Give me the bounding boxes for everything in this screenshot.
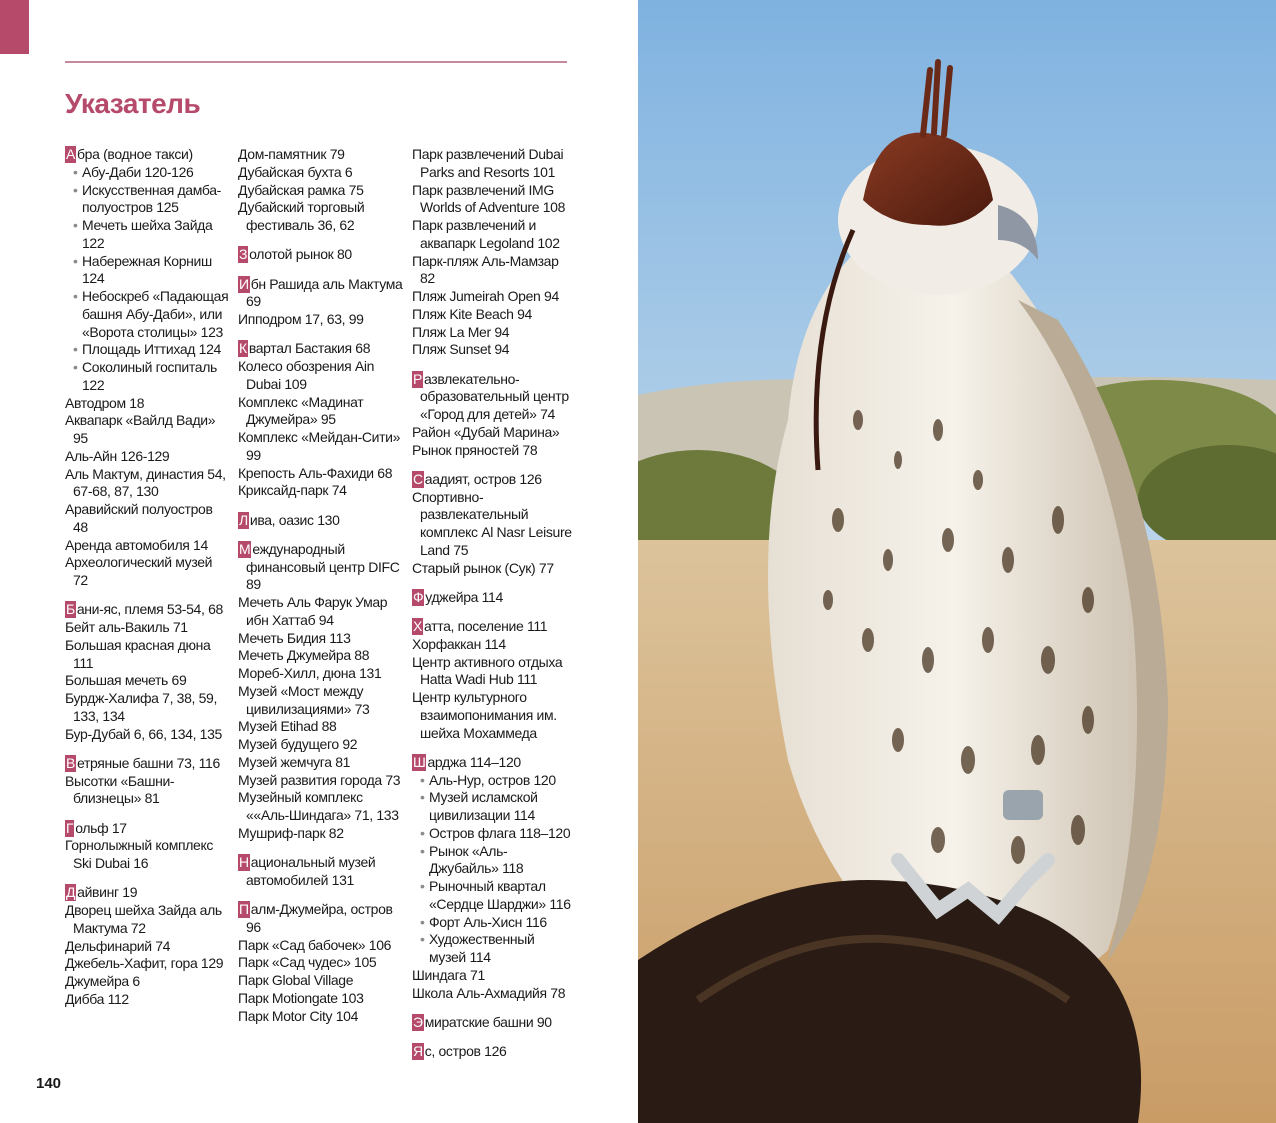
index-letter-group — [238, 854, 406, 890]
index-entry-text: Комплекс «Мейдан-Сити» 99 — [238, 429, 401, 463]
index-subentry — [65, 182, 230, 218]
index-entry — [65, 884, 230, 902]
index-entry — [412, 146, 574, 182]
index-letter-group — [412, 589, 574, 607]
index-entry — [65, 820, 230, 838]
index-entry-text: Аль-Нур, остров 120 — [429, 771, 556, 788]
index-letter-group — [238, 512, 406, 530]
index-entry — [65, 412, 230, 448]
index-entry-text: Парк Motor City 104 — [238, 1007, 359, 1024]
index-entry-text: с, остров 126 — [424, 1043, 507, 1059]
index-entry-text: Колесо обозрения Ain Dubai 109 — [238, 358, 375, 392]
index-entry-text: Дубайская бухта 6 — [238, 163, 353, 180]
index-entry — [412, 288, 574, 306]
index-entry-text: Небоскреб «Падающая башня Абу-Даби», или «Ворота столицы» 123 — [82, 288, 229, 340]
index-entry-text: Мушриф-парк 82 — [238, 824, 344, 841]
index-entry — [412, 1043, 574, 1061]
index-entry — [65, 466, 230, 502]
index-entry — [65, 773, 230, 809]
index-entry — [238, 754, 406, 772]
index-entry — [238, 630, 406, 648]
index-entry-text: Бурдж-Халифа 7, 38, 59, 133, 134 — [65, 690, 218, 724]
index-letter-group — [412, 371, 574, 460]
index-entry — [412, 1014, 574, 1032]
index-entry-text: Школа Аль-Ахмадийя 78 — [412, 984, 566, 1001]
index-entry — [238, 772, 406, 790]
index-entry-text: вартал Бастакия 68 — [248, 340, 371, 357]
index-letter-badge: П — [239, 901, 249, 917]
index-entry-text: Джумейра 6 — [65, 973, 140, 989]
index-entry — [238, 665, 406, 683]
index-entry — [238, 683, 406, 719]
index-entry-text: атта, поселение 111 — [424, 618, 548, 634]
index-entry-text: Бейт аль-Вакиль 71 — [65, 619, 188, 635]
index-entry — [412, 985, 574, 1003]
index-entry — [238, 465, 406, 483]
index-entry-text: ациональный музей автомобилей 131 — [246, 854, 376, 888]
index-entry-text: уджейра 114 — [425, 588, 503, 605]
index-letter-group — [238, 276, 406, 329]
index-entry-text: Музей «Мост между цивилизациями» 73 — [238, 682, 370, 717]
index-entry — [412, 324, 574, 342]
index-entry — [65, 955, 230, 973]
index-entry — [238, 647, 406, 665]
index-entry — [238, 146, 406, 164]
index-subentry — [412, 843, 574, 879]
index-entry-text: Аквапарк «Вайлд Вади» 95 — [65, 412, 216, 446]
index-letter-badge: С — [413, 470, 423, 487]
index-entry-text: Большая мечеть 69 — [65, 672, 187, 689]
index-letter-group — [65, 755, 230, 808]
index-entry — [65, 837, 230, 873]
index-letter-group — [65, 146, 230, 590]
index-subentry — [65, 253, 230, 289]
index-entry — [65, 672, 230, 690]
index-entry-text: айвинг 19 — [77, 884, 138, 901]
index-entry — [65, 146, 230, 164]
index-letter-badge: Ф — [413, 588, 424, 605]
index-letter-badge: З — [239, 246, 248, 263]
index-entry-text: Пляж Jumeirah Open 94 — [412, 288, 559, 304]
index-column-1 — [65, 146, 230, 1020]
index-entry — [238, 246, 406, 264]
index-entry-text: Центр активного отдыха Hatta Wadi Hub 111 — [412, 653, 563, 688]
index-subentry — [412, 931, 574, 967]
index-entry — [238, 182, 406, 200]
index-entry — [238, 199, 406, 235]
index-letter-badge: Д — [66, 884, 76, 901]
index-column-3 — [412, 146, 574, 1072]
index-entry-text: Парк «Сад бабочек» 106 — [238, 936, 392, 953]
index-entry — [238, 541, 406, 594]
index-letter-group — [65, 601, 230, 743]
index-entry-text: Аренда автомобиля 14 — [65, 536, 208, 553]
index-entry-text: Художественный музей 114 — [429, 931, 535, 965]
index-entry-text: Соколиный госпиталь 122 — [82, 359, 217, 393]
index-entry-text: Дворец шейха Зайда аль Мактума 72 — [65, 902, 222, 936]
index-entry-text: Дубайский торговый фестиваль 36, 62 — [238, 199, 365, 233]
index-entry-text: Спортивно-развлекательный комплекс Al Nasr Leisure Land 75 — [412, 488, 572, 558]
index-entry-text: Автодром 18 — [65, 394, 145, 411]
index-entry-text: олотой рынок 80 — [249, 246, 352, 263]
index-subentry — [412, 878, 574, 914]
index-entry-text: Парк «Сад чудес» 105 — [238, 954, 377, 971]
index-entry-text: Площадь Иттихад 124 — [82, 341, 221, 358]
index-entry — [238, 358, 406, 394]
index-entry — [65, 395, 230, 413]
index-letter-badge: В — [66, 754, 75, 771]
index-entry-text: азвлекательно-образовательный центр «Город для детей» 74 — [420, 370, 569, 422]
index-letter-badge: Б — [66, 601, 75, 618]
index-entry — [238, 482, 406, 500]
index-entry-text: ольф 17 — [75, 819, 127, 836]
index-letter-badge: И — [239, 275, 249, 292]
index-subentry — [412, 772, 574, 790]
index-letter-group — [238, 541, 406, 843]
index-entry — [412, 967, 574, 985]
index-entry-text: Рынок «Аль-Джубайль» 118 — [429, 842, 524, 877]
index-entry — [65, 902, 230, 938]
index-entry — [412, 689, 574, 742]
index-entry-text: Дибба 112 — [65, 990, 129, 1007]
index-entry-text: Музей Etihad 88 — [238, 718, 337, 735]
index-entry — [65, 991, 230, 1009]
index-entry-text: Дельфинарий 74 — [65, 937, 171, 954]
index-entry — [238, 276, 406, 312]
index-entry — [238, 512, 406, 530]
index-entry — [412, 182, 574, 218]
index-letter-group — [238, 340, 406, 500]
index-entry-text: етряные башни 73, 116 — [77, 754, 220, 771]
index-entry-text: Парк-пляж Аль-Мамзар 82 — [412, 252, 559, 287]
index-entry-text: Парк развлечений и аквапарк Legoland 102 — [412, 217, 560, 251]
index-entry-text: Парк развлечений IMG Worlds of Adventure 108 — [412, 181, 566, 216]
index-entry — [238, 789, 406, 825]
index-entry-text: Парк Global Village — [238, 972, 354, 988]
page-number: 140 — [36, 1075, 62, 1092]
index-entry — [412, 754, 574, 772]
index-entry — [412, 589, 574, 607]
index-entry-text: Пляж Sunset 94 — [412, 341, 510, 358]
index-letter-group — [412, 1043, 574, 1061]
index-entry-text: Парк Motiongate 103 — [238, 989, 364, 1006]
index-entry — [238, 854, 406, 890]
index-entry-text: арджа 114–120 — [427, 753, 521, 770]
index-entry-text: Мечеть Аль Фарук Умар ибн Хаттаб 94 — [238, 594, 388, 628]
index-letter-badge: М — [239, 540, 251, 557]
header-rule — [65, 61, 567, 63]
index-entry — [412, 654, 574, 690]
index-entry — [65, 973, 230, 991]
index-entry-text: Криксайд-парк 74 — [238, 482, 347, 499]
index-entry-text: Абу-Даби 120-126 — [82, 163, 194, 180]
index-entry-text: Ипподром 17, 63, 99 — [238, 311, 364, 327]
index-subentry — [65, 288, 230, 341]
index-entry-text: Музей развития города 73 — [238, 771, 401, 788]
index-entry — [412, 636, 574, 654]
index-entry-text: Район «Дубай Марина» — [412, 423, 560, 440]
index-entry — [65, 755, 230, 773]
index-entry-text: Музей жемчуга 81 — [238, 753, 351, 770]
index-entry-text: бра (водное такси) — [77, 146, 193, 162]
index-entry-text: Пляж La Mer 94 — [412, 323, 510, 340]
index-entry — [65, 637, 230, 673]
index-entry — [65, 554, 230, 590]
index-entry — [238, 954, 406, 972]
index-entry-text: Большая красная дюна 111 — [65, 636, 211, 671]
index-entry-text: Дом-памятник 79 — [238, 146, 345, 162]
index-entry-text: Парк развлечений Dubai Parks and Resorts 101 — [412, 146, 564, 180]
index-entry — [65, 537, 230, 555]
index-entry — [238, 736, 406, 754]
index-entry-text: ани-яс, племя 53-54, 68 — [76, 601, 223, 618]
index-entry — [238, 718, 406, 736]
index-letter-badge: А — [66, 146, 75, 162]
index-entry — [412, 341, 574, 359]
index-entry — [65, 690, 230, 726]
index-entry-text: Музейный комплекс ««Аль-Шиндага» 71, 133 — [238, 789, 399, 823]
index-entry-text: Центр культурного взаимопонимания им. шейха Мохаммеда — [412, 689, 557, 741]
index-column-2 — [238, 146, 406, 1037]
index-entry — [238, 429, 406, 465]
index-entry-text: миратские башни 90 — [424, 1013, 552, 1030]
index-letter-badge: Х — [413, 618, 422, 634]
section-tab — [0, 0, 29, 54]
index-entry-text: Крепость Аль-Фахиди 68 — [238, 464, 393, 481]
index-letter-badge: Г — [66, 819, 74, 836]
index-entry-text: Мечеть Джумейра 88 — [238, 647, 370, 664]
index-entry — [412, 253, 574, 289]
index-letter-group — [412, 471, 574, 578]
index-entry-text: Форт Аль-Хисн 116 — [429, 913, 547, 930]
index-entry-text: Мечеть Бидия 113 — [238, 629, 351, 646]
index-entry-text: Рынок пряностей 78 — [412, 441, 538, 458]
index-subentry — [412, 789, 574, 825]
index-entry-text: Горнолыжный комплекс Ski Dubai 16 — [65, 837, 214, 871]
index-entry — [412, 489, 574, 560]
index-entry-text: Высотки «Башни-близнецы» 81 — [65, 772, 175, 807]
index-letter-badge: Ш — [413, 753, 426, 770]
index-entry — [412, 306, 574, 324]
index-letter-badge: К — [239, 340, 247, 357]
index-entry-text: бн Рашида аль Мактума 69 — [246, 275, 403, 310]
index-subentry — [65, 164, 230, 182]
index-letter-group — [412, 618, 574, 742]
index-entry — [412, 560, 574, 578]
index-entry-text: Археологический музей 72 — [65, 554, 213, 588]
index-entry-text: аадият, остров 126 — [424, 470, 542, 487]
index-entry — [412, 424, 574, 442]
index-entry-text: Комплекс «Мадинат Джумейра» 95 — [238, 393, 364, 428]
index-entry — [412, 618, 574, 636]
index-entry — [412, 442, 574, 460]
index-letter-group — [412, 1014, 574, 1032]
index-entry — [412, 471, 574, 489]
index-entry-text: Музей будущего 92 — [238, 736, 358, 752]
index-letter-badge: Н — [239, 854, 249, 870]
index-entry-text: Искусственная дамба-полуостров 125 — [82, 181, 221, 216]
index-entry — [65, 601, 230, 619]
page-title: Указатель — [65, 88, 201, 119]
index-entry — [65, 726, 230, 744]
index-subentry — [65, 217, 230, 253]
index-letter-group — [238, 146, 406, 235]
index-entry-text: ива, оазис 130 — [249, 511, 340, 528]
index-subentry — [412, 914, 574, 932]
index-letter-group — [65, 820, 230, 873]
index-entry-text: Набережная Корниш 124 — [82, 252, 212, 287]
index-entry-text: Мечеть шейха Зайда 122 — [82, 217, 213, 251]
index-letter-badge: Я — [413, 1043, 423, 1059]
falcon-photo — [638, 0, 1276, 1123]
index-entry-text: еждународный финансовый центр DIFC 89 — [246, 540, 400, 593]
index-entry-text: Дубайская рамка 75 — [238, 181, 364, 198]
index-entry-text: Пляж Kite Beach 94 — [412, 305, 532, 322]
index-letter-badge: Э — [413, 1013, 423, 1030]
index-entry — [412, 217, 574, 253]
index-entry-text: Рыночный квартал «Сердце Шарджи» 116 — [429, 878, 571, 912]
index-entry — [412, 371, 574, 424]
index-entry — [238, 311, 406, 329]
index-entry-text: Мореб-Хилл, дюна 131 — [238, 665, 382, 681]
index-entry — [238, 340, 406, 358]
index-entry-text: Остров флага 118–120 — [429, 824, 571, 841]
index-letter-badge: Р — [413, 370, 422, 387]
index-letter-group — [65, 884, 230, 1008]
index-entry — [238, 972, 406, 990]
index-subentry — [412, 825, 574, 843]
index-entry-text: Музей исламской цивилизации 114 — [429, 789, 538, 823]
index-subentry — [65, 341, 230, 359]
index-entry — [65, 619, 230, 637]
index-entry-text: Аль Мактум, династия 54, 67-68, 87, 130 — [65, 465, 226, 500]
index-entry — [238, 825, 406, 843]
index-entry-text: Аль-Айн 126-129 — [65, 447, 170, 464]
index-entry — [65, 501, 230, 537]
index-entry — [238, 901, 406, 937]
index-entry — [238, 937, 406, 955]
index-entry — [238, 1008, 406, 1026]
index-letter-badge: Л — [239, 511, 248, 528]
index-letter-group — [412, 146, 574, 359]
index-entry — [238, 394, 406, 430]
index-entry-text: Старый рынок (Сук) 77 — [412, 559, 554, 576]
index-letter-group — [412, 754, 574, 1003]
index-entry — [65, 938, 230, 956]
index-entry-text: Джебель-Хафит, гора 129 — [65, 955, 224, 972]
index-subentry — [65, 359, 230, 395]
index-entry-text: Аравийский полуостров 48 — [65, 501, 213, 535]
index-entry-text: Хорфаккан 114 — [412, 635, 506, 652]
index-entry — [238, 594, 406, 630]
index-letter-group — [238, 246, 406, 264]
index-entry-text: Бур-Дубай 6, 66, 134, 135 — [65, 725, 222, 742]
index-entry — [238, 164, 406, 182]
index-letter-group — [238, 901, 406, 1025]
index-entry — [65, 448, 230, 466]
index-entry-text: алм-Джумейра, остров 96 — [246, 901, 393, 935]
index-entry-text: Шиндага 71 — [412, 966, 485, 983]
index-entry — [238, 990, 406, 1008]
